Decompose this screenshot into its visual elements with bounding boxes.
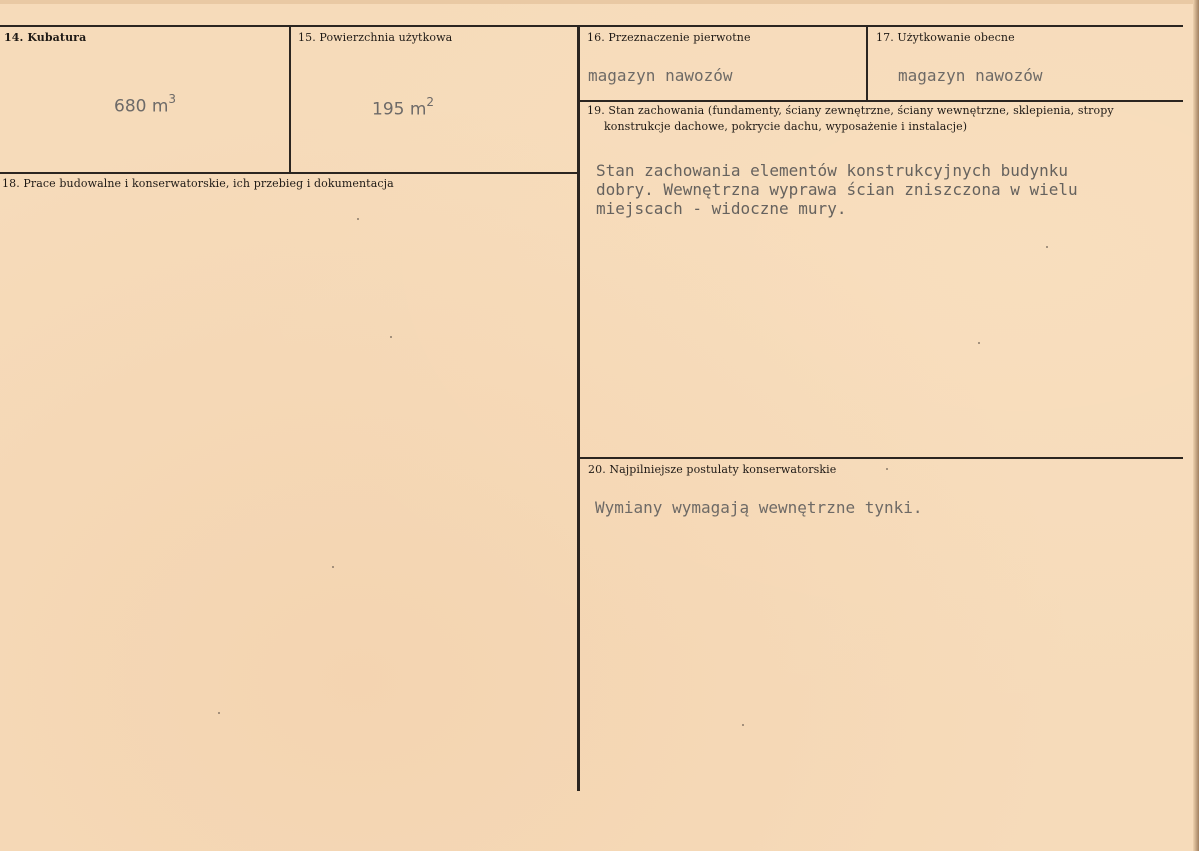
paper-speck xyxy=(390,336,392,338)
row-divider-right-bottom xyxy=(579,457,1183,459)
paper-speck xyxy=(357,218,359,220)
field-14-exponent: 3 xyxy=(168,92,177,106)
field-17-value: magazyn nawozów xyxy=(898,66,1043,85)
row-divider-right-top xyxy=(579,100,1183,102)
field-19-label-line2: konstrukcje dachowe, pokrycie dachu, wyposażenie i instalacje) xyxy=(604,120,968,133)
card-right-edge xyxy=(1193,0,1199,851)
field-14-value xyxy=(114,94,176,117)
field-15-number: 195 m xyxy=(372,99,427,120)
column-divider-14-15 xyxy=(289,26,291,172)
card-top-edge xyxy=(0,0,1199,4)
field-14-label: 14. Kubatura xyxy=(4,31,87,44)
field-14-number: 680 m xyxy=(114,96,169,117)
paper-speck xyxy=(742,724,744,726)
column-divider-main xyxy=(577,26,580,791)
paper-speck xyxy=(332,566,334,568)
field-17-label: 17. Użytkowanie obecne xyxy=(876,31,1015,44)
field-18-label: 18. Prace budowalne i konserwatorskie, ich przebieg i dokumentacja xyxy=(2,177,394,190)
row-divider-left xyxy=(0,172,577,174)
field-15-label: 15. Powierzchnia użytkowa xyxy=(298,31,453,44)
field-20-value: Wymiany wymagają wewnętrzne tynki. xyxy=(595,498,923,517)
field-16-label: 16. Przeznaczenie pierwotne xyxy=(587,31,751,44)
field-19-label-line1: 19. Stan zachowania (fundamenty, ściany zewnętrzne, ściany wewnętrzne, sklepienia, stropy xyxy=(587,104,1114,117)
top-border-line xyxy=(0,25,1183,27)
field-15-value xyxy=(372,97,434,120)
paper-speck xyxy=(218,712,220,714)
paper-speck xyxy=(1046,246,1048,248)
field-20-label: 20. Najpilniejsze postulaty konserwatorskie xyxy=(588,463,837,476)
field-15-exponent: 2 xyxy=(426,95,435,109)
field-16-value: magazyn nawozów xyxy=(588,66,733,85)
paper-speck xyxy=(886,468,888,470)
paper-speck xyxy=(978,342,980,344)
column-divider-16-17 xyxy=(866,26,868,100)
field-19-value: Stan zachowania elementów konstrukcyjnych budynku dobry. Wewnętrzna wyprawa ścian zniszczona w wielu miejscach - widoczne mury. xyxy=(596,161,1078,218)
